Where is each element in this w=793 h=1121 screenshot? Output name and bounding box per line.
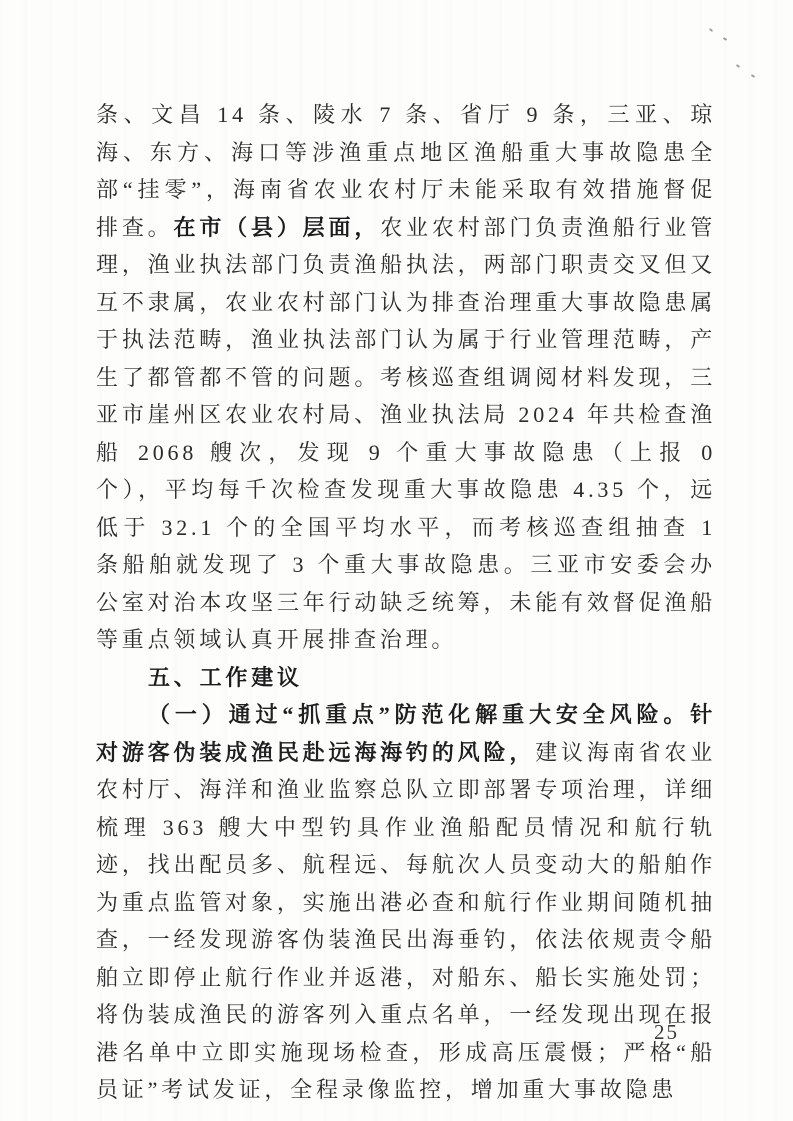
scan-speck bbox=[736, 64, 740, 68]
page-number: 25 bbox=[654, 1020, 679, 1044]
body-text-run: 条、文昌 14 条、陵水 7 条、省厅 9 条，三亚、琼海、东方、海口等涉渔重点地区渔船重大事故隐患全部“挂零”，海南省农业农村厅未能采取有效措施督促排查。 bbox=[96, 102, 716, 240]
scan-speck bbox=[723, 37, 727, 41]
document-body bbox=[96, 96, 716, 1109]
paragraph-continued-from-previous-page bbox=[96, 96, 716, 659]
bold-subheading-run: （一）通过“抓重点”防范化解重大安全风险。针对游客伪装成渔民赴远海海钓的风险， bbox=[96, 702, 716, 765]
body-text-run: 农业农村部门负责渔船行业管理，渔业执法部门负责渔船执法，两部门职责交叉但又互不隶属，农业农村部门认为排查治理重大事故隐患属于执法范畴，渔业执法部门认为属于行业管理范畴，产生了都管都不管的问题。考核巡查组调阅材料发现，三亚市崖州区农业农村局、渔业执法局 2024 年共检查渔船 2068 艘次，发现 9 个重大事故隐患（上报 0 个），平均每千次检查发现重大事故隐患 4.35 个，远低于 32.1 个的全国平均水平，而考核巡查组抽查 1 条船舶就发现了 3 个重大事故隐患。三亚市安委会办公室对治本攻坚三年行动缺乏统筹，未能有效督促渔船等重点领域认真开展排查治理。 bbox=[96, 214, 717, 652]
bold-emphasis-run: 在市（县）层面， bbox=[173, 214, 381, 240]
scan-speck bbox=[751, 74, 755, 78]
section-heading-work-recommendations: 五、工作建议 bbox=[148, 664, 303, 690]
paragraph-recommendation-1 bbox=[96, 696, 716, 1109]
body-text-run: 建议海南省农业农村厅、海洋和渔业监察总队立即部署专项治理，详细梳理 363 艘大中型钓具作业渔船配员情况和航行轨迹，找出配员多、航程远、每航次人员变动大的船舶作为重点监管对象，实施出港必查和航行作业期间随机抽查，一经发现游客伪装渔民出海垂钓，依法依规责令船舶立即停止航行作业并返港，对船东、船长实施处罚；将伪装成渔民的游客列入重点名单，一经发现出现在报港名单中立即实施现场检查，形成高压震慑；严格“船员证”考试发证，全程录像监控，增加重大事故隐患 bbox=[96, 739, 716, 1102]
scan-speck bbox=[709, 28, 713, 32]
